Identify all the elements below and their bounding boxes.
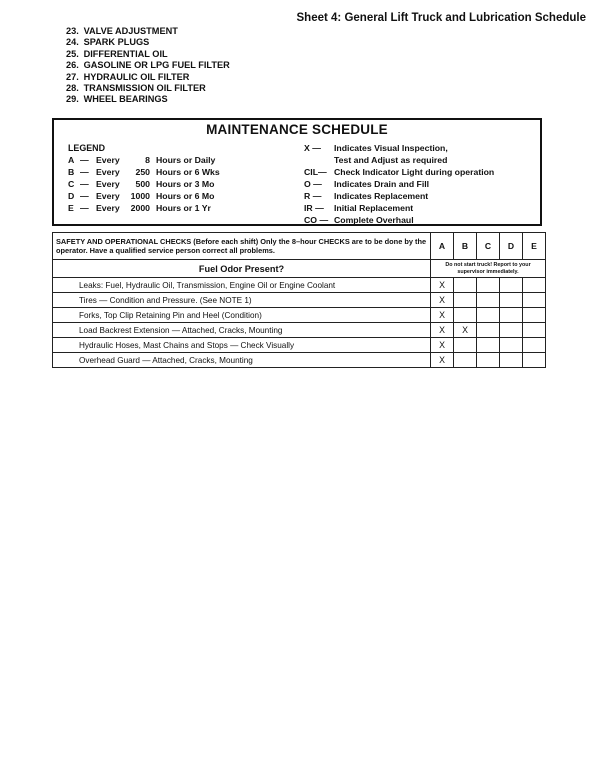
- check-item: Load Backrest Extension — Attached, Cracks, Mounting: [53, 323, 431, 338]
- column-header: A: [431, 233, 454, 260]
- mark-cell: X: [431, 353, 454, 368]
- mark-cell: [454, 353, 477, 368]
- mark-cell: [454, 293, 477, 308]
- mark-cell: [523, 293, 546, 308]
- column-header: E: [523, 233, 546, 260]
- legend-code-entry: R — Indicates Replacement: [304, 191, 429, 201]
- column-header: B: [454, 233, 477, 260]
- column-header: C: [477, 233, 500, 260]
- legend-entry: E — Every 2000 Hours or 1 Yr: [68, 203, 211, 213]
- mark-cell: [454, 308, 477, 323]
- mark-cell: [500, 308, 523, 323]
- mark-cell: [523, 338, 546, 353]
- fuel-odor-row: [53, 260, 546, 278]
- mark-cell: [523, 353, 546, 368]
- mark-cell: X: [431, 323, 454, 338]
- list-item: 26. GASOLINE OR LPG FUEL FILTER: [66, 60, 230, 71]
- mark-cell: [500, 278, 523, 293]
- mark-cell: [523, 278, 546, 293]
- list-item: 25. DIFFERENTIAL OIL: [66, 48, 168, 59]
- table-row: [53, 293, 546, 308]
- column-header: D: [500, 233, 523, 260]
- table-row: [53, 338, 546, 353]
- legend-code-entry: IR — Initial Replacement: [304, 203, 414, 213]
- mark-cell: [477, 278, 500, 293]
- schedule-title: MAINTENANCE SCHEDULE: [206, 122, 388, 137]
- mark-cell: X: [431, 293, 454, 308]
- table-row: [53, 278, 546, 293]
- table-row: [53, 308, 546, 323]
- legend-code-entry: O — Indicates Drain and Fill: [304, 179, 430, 189]
- legend-heading: LEGEND: [68, 143, 105, 153]
- list-item: 27. HYDRAULIC OIL FILTER: [66, 71, 190, 82]
- legend-entry: D — Every 1000 Hours or 6 Mo: [68, 191, 215, 201]
- check-item: Leaks: Fuel, Hydraulic Oil, Transmission, Engine Oil or Engine Coolant: [53, 278, 431, 293]
- check-item: Overhead Guard — Attached, Cracks, Mounting: [53, 353, 431, 368]
- mark-cell: [500, 353, 523, 368]
- check-item: Forks, Top Clip Retaining Pin and Heel (Condition): [53, 308, 431, 323]
- mark-cell: [523, 323, 546, 338]
- mark-cell: [500, 293, 523, 308]
- mark-cell: X: [431, 308, 454, 323]
- mark-cell: [477, 308, 500, 323]
- legend-code-entry: CO — Complete Overhaul: [304, 215, 414, 225]
- mark-cell: X: [454, 323, 477, 338]
- legend-intervals: [68, 142, 220, 214]
- fuel-odor-question: Fuel Odor Present?: [53, 260, 431, 278]
- list-item: 29. WHEEL BEARINGS: [66, 94, 168, 105]
- mark-cell: [454, 278, 477, 293]
- list-item: 23. VALVE ADJUSTMENT: [66, 26, 178, 36]
- checks-header-text: SAFETY AND OPERATIONAL CHECKS (Before each shift) Only the 8–hour CHECKS are to be done by the operator. Have a qualified service person correct all problems.: [53, 233, 431, 260]
- mark-cell: X: [431, 278, 454, 293]
- legend-code-entry: X — Indicates Visual Inspection,: [304, 143, 448, 153]
- table-row: [53, 323, 546, 338]
- legend-code-entry: Test and Adjust as required: [334, 155, 448, 165]
- mark-cell: [523, 308, 546, 323]
- table-header-row: [53, 233, 546, 260]
- legend-entry: A — Every 8 Hours or Daily: [68, 155, 216, 165]
- mark-cell: [500, 323, 523, 338]
- table-row: [53, 353, 546, 368]
- check-item: Tires — Condition and Pressure. (See NOTE 1): [53, 293, 431, 308]
- mark-cell: [477, 323, 500, 338]
- legend-codes: [304, 142, 494, 226]
- legend-entry: B — Every 250 Hours or 6 Wks: [68, 167, 220, 177]
- mark-cell: [500, 338, 523, 353]
- safety-checks-table: [52, 232, 546, 368]
- mark-cell: X: [431, 338, 454, 353]
- legend-entry: C — Every 500 Hours or 3 Mo: [68, 179, 215, 189]
- mark-cell: [477, 353, 500, 368]
- sheet-title: Sheet 4: General Lift Truck and Lubrication Schedule: [296, 12, 586, 24]
- legend-code-entry: CIL— Check Indicator Light during operation: [304, 167, 495, 177]
- fuel-odor-warning: Do not start truck! Report to your supervisor immediately.: [431, 260, 546, 278]
- maintenance-item-list: [66, 26, 230, 106]
- mark-cell: [477, 293, 500, 308]
- check-item: Hydraulic Hoses, Mast Chains and Stops — Check Visually: [53, 338, 431, 353]
- list-item: 24. SPARK PLUGS: [66, 37, 150, 48]
- maintenance-schedule-box: [52, 118, 542, 226]
- list-item: 28. TRANSMISSION OIL FILTER: [66, 83, 206, 94]
- mark-cell: [477, 338, 500, 353]
- mark-cell: [454, 338, 477, 353]
